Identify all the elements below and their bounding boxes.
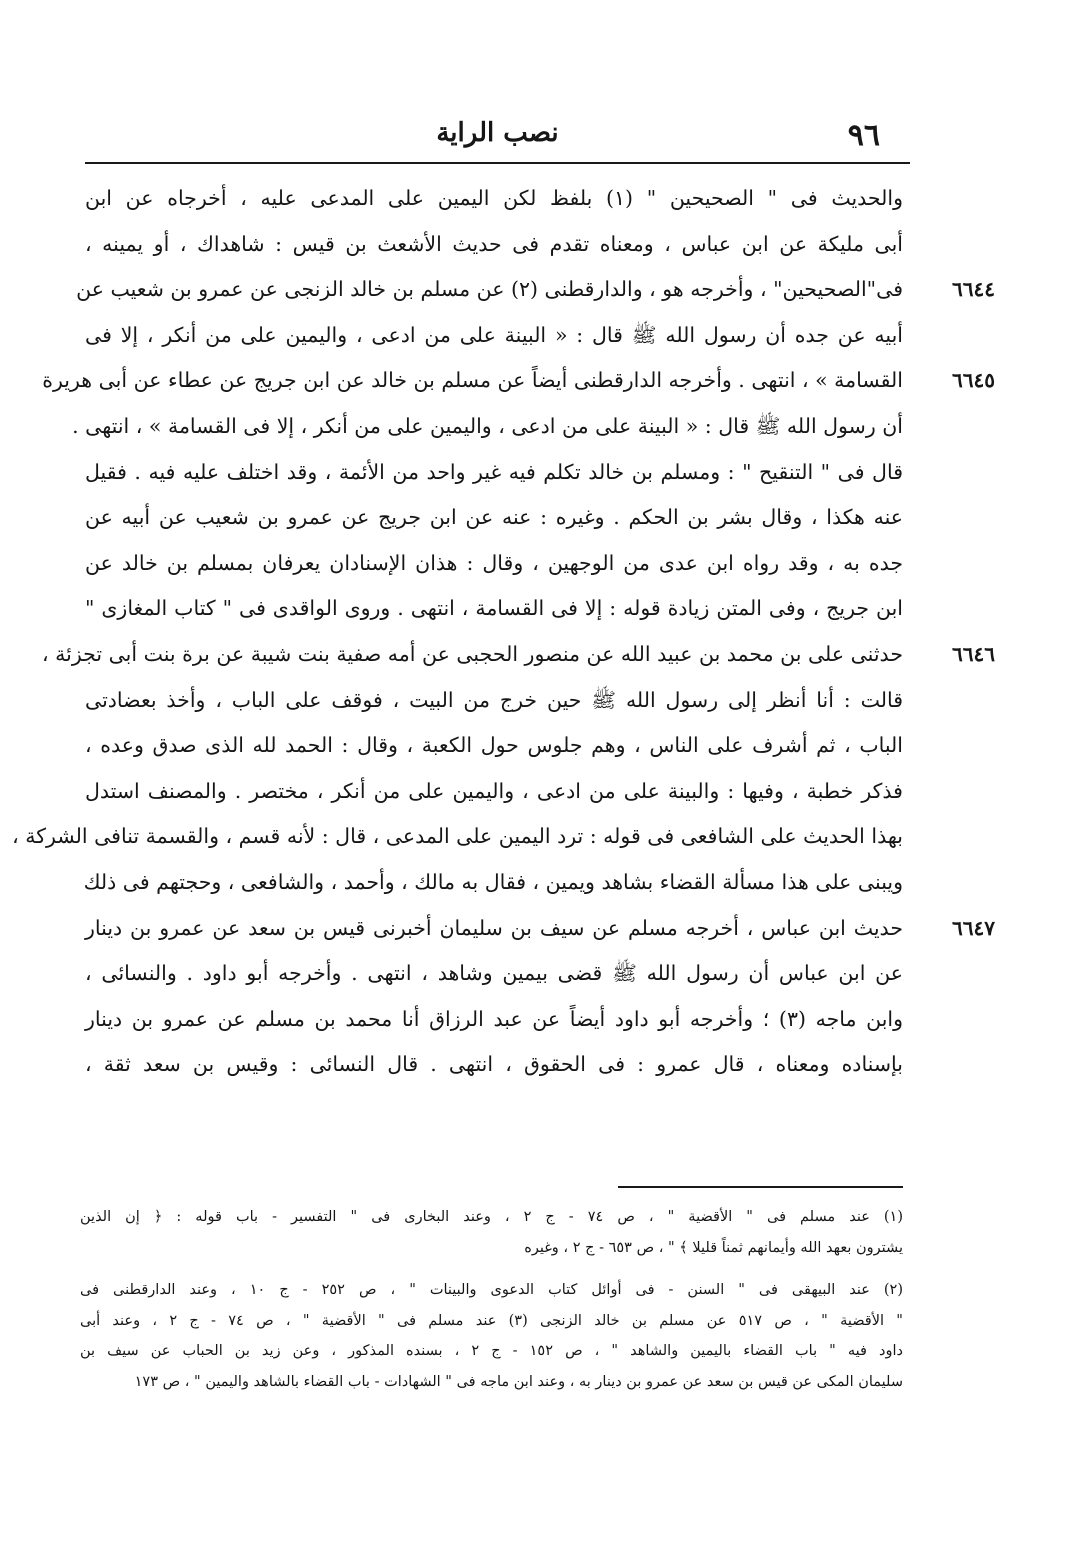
main-text: [12, 176, 995, 1088]
line-text: بإسناده ومعناه ، قال عمرو : فى الحقوق ، انتهى . قال النسائى : وقيس بن سعد ثقة ،: [85, 1052, 903, 1077]
text-line: [12, 814, 903, 860]
text-line: [42, 358, 995, 404]
footnote-rule: [618, 1186, 903, 1188]
text-line: [72, 404, 903, 450]
text-line: [85, 906, 995, 952]
text-line: [85, 586, 903, 632]
text-line: [85, 860, 903, 906]
text-line: [85, 541, 903, 587]
line-text: أبى مليكة عن ابن عباس ، ومعناه تقدم فى حديث الأشعث بن قيس : شاهداك ، أو يمينه ،: [85, 231, 903, 256]
running-title: نصب الراية: [436, 118, 559, 148]
text-line: [85, 1042, 903, 1088]
text-line: [85, 723, 903, 769]
text-line: [85, 997, 903, 1043]
text-line: [76, 267, 995, 313]
line-text: عنه هكذا ، وقال بشر بن الحكم . وغيره : عنه عن ابن جريج عن عمرو بن شعيب عن أبيه عن: [85, 505, 903, 530]
text-line: [85, 678, 903, 724]
footnote-line: يشترون بعهد الله وأيمانهم ثمناً قليلا ﴾ " ، ص ٦٥٣ - ج ٢ ، وغيره: [524, 1239, 903, 1256]
line-text: حديث ابن عباس ، أخرجه مسلم عن سيف بن سليمان أخبرنى قيس بن سعد عن عمرو بن دينار: [85, 915, 903, 940]
line-text: أبيه عن جده أن رسول الله ﷺ قال : « البينة على من ادعى ، واليمين على من أنكر ، إلا فى: [85, 322, 903, 347]
hadith-number: ٦٦٤٧: [952, 915, 995, 940]
text-line: [85, 222, 903, 268]
line-text: قالت : أنا أنظر إلى رسول الله ﷺ حين خرج من البيت ، فوقف على الباب ، وأخذ بعضادتى: [85, 687, 903, 712]
line-text: بهذا الحديث على الشافعى فى قوله : ترد اليمين على المدعى ، قال : لأنه قسم ، والقسمة تنافى الشركة ،: [12, 824, 903, 849]
footnote-line: داود فيه " باب القضاء باليمين والشاهد " ، ص ١٥٢ - ج ٢ ، بسنده المذكور ، وعن زيد بن الحباب عن سيف بن: [80, 1343, 903, 1359]
line-text: وابن ماجه (٣) ؛ وأخرجه أبو داود أيضاً عن عبد الرزاق أنا محمد بن مسلم عن عمرو بن دينار: [85, 1006, 904, 1031]
line-text: فذكر خطبة ، وفيها : والبينة على من ادعى ، واليمين على من أنكر ، مختصر . والمصنف استدل: [85, 778, 903, 803]
line-text: فى"الصحيحين" ، وأخرجه هو ، والدارقطنى (٢) عن مسلم بن خالد الزنجى عن عمرو بن شعيب عن: [76, 277, 903, 302]
hadith-number: ٦٦٤٤: [952, 277, 995, 302]
page-number: ٩٦: [847, 118, 880, 153]
text-line: [85, 450, 903, 496]
line-text: الباب ، ثم أشرف على الناس ، وهم جلوس حول الكعبة ، وقال : الحمد لله الذى صدق وعده ،: [85, 733, 903, 758]
footnotes: [80, 1202, 903, 1397]
footnote-gap: [80, 1263, 903, 1275]
text-line: [85, 313, 903, 359]
page-header: [85, 108, 910, 160]
line-text: والحديث فى " الصحيحين " (١) بلفظ لكن اليمين على المدعى عليه ، أخرجاه عن ابن: [85, 186, 903, 210]
line-text: أن رسول الله ﷺ قال : « البينة على من ادعى ، واليمين على من أنكر ، إلا فى القسامة » ، انتهى .: [72, 413, 903, 438]
line-text: قال فى " التنقيح " : ومسلم بن خالد تكلم فيه غير واحد من الأئمة ، وقد اختلف عليه فيه . فقيل: [85, 459, 903, 484]
line-text: حدثنى على بن محمد بن عبيد الله عن منصور الحجبى عن أمه صفية بنت شيبة عن برة بنت أبى تجزئة ،: [41, 641, 903, 666]
line-text: ويبنى على هذا مسألة القضاء بشاهد ويمين ، فقال به مالك ، وأحمد ، والشافعى ، وحجتهم فى ذلك: [83, 869, 903, 894]
hadith-number: ٦٦٤٦: [952, 641, 995, 666]
text-line: [85, 769, 903, 815]
footnote-line: سليمان المكى عن قيس بن سعد عن عمرو بن دينار به ، وعند ابن ماجه فى " الشهادات - باب القضاء بالشاهد واليمين " ، ص ١٧٣: [134, 1373, 903, 1390]
line-text: عن ابن عباس أن رسول الله ﷺ قضى بيمين وشاهد ، انتهى . وأخرجه أبو داود . والنسائى ،: [85, 961, 903, 986]
line-text: القسامة » ، انتهى . وأخرجه الدارقطنى أيضاً عن مسلم بن خالد عن ابن جريج عن عطاء عن أبى هريرة: [42, 368, 903, 393]
header-rule: [85, 162, 910, 164]
line-text: ابن جريج ، وفى المتن زيادة قوله : إلا فى القسامة ، انتهى . وروى الواقدى فى " كتاب المغازى ": [85, 596, 903, 621]
footnote-line: (٢) عند البيهقى فى " السنن - فى أوائل كتاب الدعوى والبينات " ، ص ٢٥٢ - ج ١٠ ، وعند الدارقطنى فى: [80, 1282, 903, 1298]
line-text: جده به ، وقد رواه ابن عدى من الوجهين ، وقال : هذان الإسنادان يعرفان بمسلم بن خالد عن: [85, 550, 903, 575]
text-line: [85, 176, 903, 222]
text-line: [85, 951, 903, 997]
footnote-line: " الأقضية " ، ص ٥١٧ عن مسلم بن خالد الزنجى (٣) عند مسلم فى " الأقضية " ، ص ٧٤ - ج ٢ ، وعند أبى: [80, 1312, 903, 1329]
text-line: [85, 495, 903, 541]
hadith-number: ٦٦٤٥: [952, 368, 995, 393]
footnote-line: (١) عند مسلم فى " الأقضية " ، ص ٧٤ - ج ٢ ، وعند البخارى فى " التفسير - باب قوله : ﴿ إن الذين: [80, 1209, 903, 1225]
text-line: [41, 632, 995, 678]
